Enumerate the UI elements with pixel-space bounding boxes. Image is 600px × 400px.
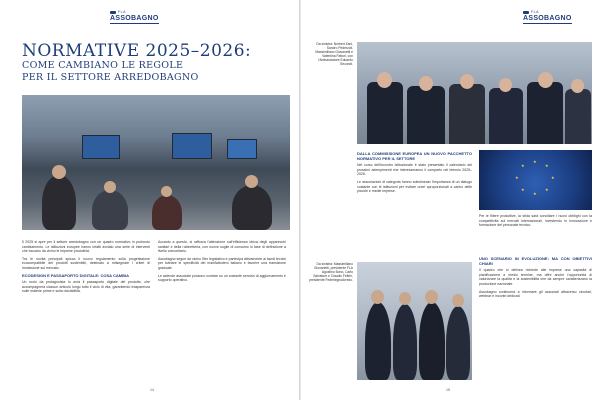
paragraph: Nel corso dell'incontro istituzionale è stato presentato il calendario dei prossimi adempimenti che interesseranno il comparto nel biennio 2025–2026.: [357, 163, 472, 177]
paragraph: Il quadro che si delinea richiede alle imprese una capacità di pianificazione a medio termine, ma offre anche l'opportunità di valorizzare la qualità e la sostenibilità che da sempre caratterizzano la produzione nazionale.: [479, 268, 592, 286]
section-subhead: UNO SCENARIO IN EVOLUZIONE: MA CON OBIETTIVI CHIARI: [479, 256, 592, 266]
headline-line3: PER IL SETTORE ARREDOBAGNO: [22, 71, 199, 83]
headline: [22, 42, 262, 83]
photo-caption-mid: Da sinistra: Massimiliano Giovanetti, presidente FLA Agostino Bono, Carlo Salvatore e Claudio Feltrin, presidente FederlegnoArredo.: [309, 262, 353, 283]
star-icon: ★: [533, 191, 537, 196]
paragraph: Tra le novità principali spicca il nuovo regolamento sulla progettazione ecocompatibile dei prodotti sostenibili, destinato a ridisegnare i criteri di immissione sul mercato.: [22, 256, 150, 270]
page-number-right: 15: [446, 388, 450, 392]
paragraph: Assobagno segue da vicino l'iter legislativo e partecipa attivamente ai tavoli tecnici per tutelare le specificità del manifatturiero italiano e favorire una transizione graduale.: [158, 256, 286, 270]
delegation-group-photo: [357, 42, 592, 144]
brand-logo: [523, 10, 572, 24]
photo-caption-top: Da sinistra: Norbert Zani, Sandro Pederzoli, Massimiliano Giovanetti e Valentina Fattori, con l'Ambasciatore Eduardo Secondi.: [315, 42, 353, 67]
paragraph: Un ruolo da protagonista lo avrà il passaporto digitale del prodotto, che accompagnerà ciascun articolo lungo tutto il ciclo di vita, garantendo trasparenza sulle materie prime e sulla riciclabilità.: [22, 280, 150, 294]
star-icon: ★: [533, 159, 537, 164]
left-column-2: [158, 240, 286, 385]
star-icon: ★: [521, 163, 525, 168]
left-column-1: [22, 240, 150, 385]
paragraph: Per le filiere produttive, la sfida sarà conciliare i nuovi obblighi con la competitività sui mercati internazionali, investendo in innovazione e formazione del personale tecnico.: [479, 214, 592, 228]
eu-flag-photo: [479, 150, 592, 210]
brand-mark-icon: [523, 11, 529, 14]
brand-sub: FLA: [118, 10, 126, 14]
star-icon: ★: [545, 187, 549, 192]
brand-name: ASSOBAGNO: [110, 15, 159, 22]
right-page: [301, 0, 600, 400]
paragraph: Accanto a questo, si rafforza l'attenzione sull'efficienza idrica degli apparecchi sanitari e della rubinetteria, con nuove soglie di consumo in fase di definizione a livello comunitario.: [158, 240, 286, 254]
star-icon: ★: [521, 187, 525, 192]
star-icon: ★: [515, 175, 519, 180]
meeting-room-photo: [22, 95, 290, 230]
left-page: [0, 0, 299, 400]
section-subhead: DALLA COMMISSIONE EUROPEA UN NUOVO PACCHETTO NORMATIVO PER IL SETTORE: [357, 151, 472, 161]
headline-line2: COME CAMBIANO LE REGOLE: [22, 60, 184, 71]
star-icon: ★: [551, 175, 555, 180]
page-number-left: 14: [150, 388, 154, 392]
star-icon: ★: [545, 163, 549, 168]
paragraph: Il 2025 si apre per il settore arredobagno con un quadro normativo in profondo cambiamento. Le istituzioni europee hanno infatti avviato una serie di interventi che toccano da vicino le imprese produttrici.: [22, 240, 150, 254]
section-subhead: ECODESIGN E PASSAPORTO DIGITALE: COSA CAMBIA: [22, 272, 129, 278]
brand-logo: [110, 10, 159, 24]
brand-mark-icon: [110, 11, 116, 14]
paragraph: Le aziende associate possono contare su un costante servizio di aggiornamento e supporto operativo.: [158, 273, 286, 283]
officials-photo: [357, 262, 472, 380]
headline-line1: NORMATIVE 2025–2026:: [22, 41, 252, 61]
paragraph: Le associazioni di categoria hanno sottolineato l'importanza di un dialogo costante con le istituzioni per evitare oneri sproporzionati a carico delle piccole e medie imprese.: [357, 179, 472, 194]
right-column-1: [357, 150, 472, 260]
right-column-2: [479, 214, 592, 250]
right-column-3: [479, 255, 592, 380]
paragraph: Assobagno continuerà a informare gli associati attraverso circolari, webinar e incontri dedicati.: [479, 289, 592, 299]
brand-name: ASSOBAGNO: [523, 15, 572, 22]
brand-sub: FLA: [531, 10, 539, 14]
